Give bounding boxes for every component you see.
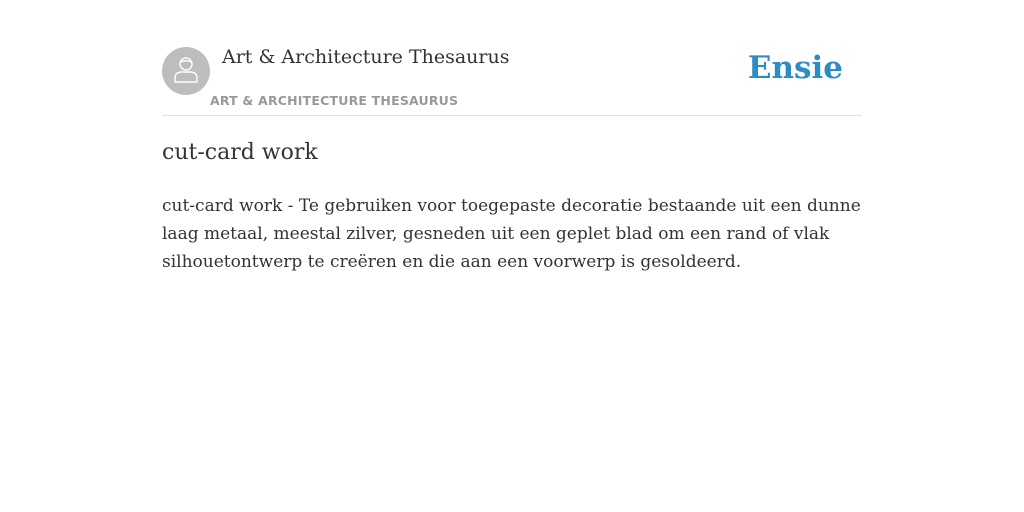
author-avatar[interactable] [162, 47, 210, 95]
ensie-logo[interactable]: Ensie [747, 50, 843, 86]
author-name-link[interactable]: Art & Architecture Thesaurus [222, 46, 510, 68]
entry-title: cut-card work [162, 140, 318, 165]
entry-header [162, 40, 862, 116]
author-subtitle: ART & ARCHITECTURE THESAURUS [210, 93, 459, 108]
user-icon [171, 54, 201, 89]
entry-definition: cut-card work - Te gebruiken voor toegepaste decoratie bestaande uit een dunne laag metaal, meestal zilver, gesneden uit een geplet blad om een rand of vlak silhouetontwerp te creëren en die aan een voorwerp is gesoldeerd. [162, 196, 861, 272]
